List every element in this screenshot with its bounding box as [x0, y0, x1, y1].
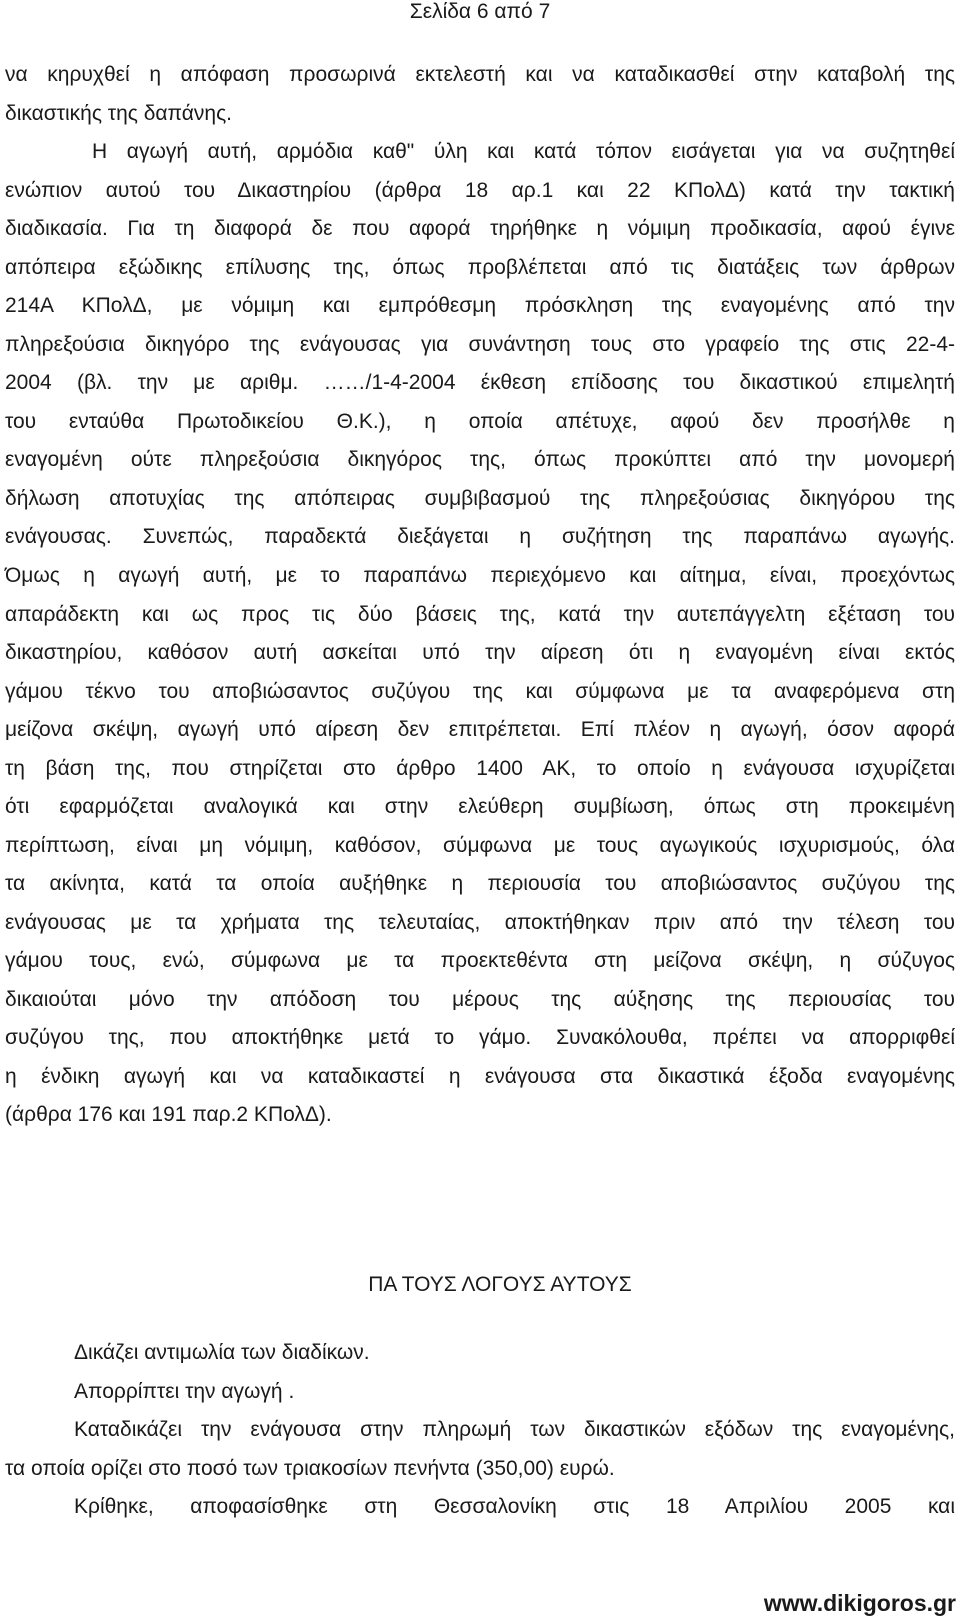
body-line: γάμου τέκνο του αποβιώσαντος συζύγου της και σύμφωνα με τα αναφερόμενα στη [5, 680, 955, 703]
body-line: τα ακίνητα, κατά τα οποία αυξήθηκε η περιουσία του αποβιώσαντος συζύγου της [5, 872, 955, 895]
body-line: συζύγου της, που αποκτήθηκε μετά το γάμο. Συνακόλουθα, πρέπει να απορριφθεί [5, 1026, 955, 1049]
body-line: δικαιούται μόνο την απόδοση του μέρους της αύξησης της περιουσίας του [5, 988, 955, 1011]
ruling-line: Κρίθηκε, αποφασίσθηκε στη Θεσσαλονίκη στις 18 Απριλίου 2005 και [74, 1495, 955, 1518]
body-line: δικαστικής της δαπάνης. [5, 102, 233, 125]
body-line: απαράδεκτη και ως προς τις δύο βάσεις της, κατά την αυτεπάγγελτη εξέταση του [5, 603, 955, 626]
body-line: Η αγωγή αυτή, αρμόδια καθ" ύλη και κατά τόπον εισάγεται για να συζητηθεί [92, 140, 955, 163]
body-line: διαδικασία. Για τη διαφορά δε που αφορά τηρήθηκε η νόμιμη προδικασία, αφού έγινε [5, 217, 955, 240]
body-line: τη βάση της, που στηρίζεται στο άρθρο 1400 ΑΚ, το οποίο η ενάγουσα ισχυρίζεται [5, 757, 955, 780]
ruling-line: Καταδικάζει την ενάγουσα στην πληρωμή των δικαστικών εξόδων της εναγομένης, [74, 1418, 955, 1441]
body-line: εναγομένη ούτε πληρεξούσια δικηγόρος της, όπως προκύπτει από την μονομερή [5, 448, 955, 471]
body-line: γάμου τους, ενώ, σύμφωνα με τα προεκτεθέντα στη μείζονα σκέψη, η σύζυγος [5, 949, 955, 972]
ruling-line: τα οποία ορίζει στο ποσό των τριακοσίων πενήντα (350,00) ευρώ. [5, 1457, 615, 1480]
site-url: www.dikigoros.gr [763, 1590, 956, 1616]
body-line: του ενταύθα Πρωτοδικείου Θ.Κ.), η οποία απέτυχε, αφού δεν προσήλθε η [5, 410, 955, 433]
ruling-heading: ΠΑ ΤΟΥΣ ΛΟΓΟΥΣ ΑΥΤΟΥΣ [368, 1273, 632, 1296]
page-number: Σελίδα 6 από 7 [409, 0, 551, 23]
ruling-line: Απορρίπτει την αγωγή . [74, 1380, 295, 1403]
body-line: μείζονα σκέψη, αγωγή υπό αίρεση δεν επιτρέπεται. Επί πλέον η αγωγή, όσον αφορά [5, 718, 955, 741]
body-line: ενάγουσας. Συνεπώς, παραδεκτά διεξάγεται η συζήτηση της παραπάνω αγωγής. [5, 525, 955, 548]
body-line: ενάγουσας με τα χρήματα της τελευταίας, αποκτήθηκαν πριν από την τέλεση του [5, 911, 955, 934]
body-line: να κηρυχθεί η απόφαση προσωρινά εκτελεστή και να καταδικασθεί στην καταβολή της [5, 63, 955, 86]
body-line: ενώπιον αυτού του Δικαστηρίου (άρθρα 18 αρ.1 και 22 ΚΠολΔ) κατά την τακτική [5, 179, 955, 202]
body-line: 214Α ΚΠολΔ, με νόμιμη και εμπρόθεσμη πρόσκληση της εναγομένης από την [5, 294, 955, 317]
body-line: περίπτωση, είναι μη νόμιμη, καθόσον, σύμφωνα με τους αγωγικούς ισχυρισμούς, όλα [5, 834, 955, 857]
body-line: Όμως η αγωγή αυτή, με το παραπάνω περιεχόμενο και αίτημα, είναι, προεχόντως [5, 564, 955, 587]
body-line: (άρθρα 176 και 191 παρ.2 ΚΠολΔ). [5, 1103, 332, 1126]
body-line: ότι εφαρμόζεται αναλογικά και στην ελεύθερη συμβίωση, όπως στη προκειμένη [5, 795, 955, 818]
body-line: απόπειρα εξώδικης επίλυσης της, όπως προβλέπεται από τις διατάξεις των άρθρων [5, 256, 955, 279]
body-line: η ένδικη αγωγή και να καταδικαστεί η ενάγουσα στα δικαστικά έξοδα εναγομένης [5, 1065, 955, 1088]
body-line: πληρεξούσια δικηγόρο της ενάγουσας για συνάντηση τους στο γραφείο της στις 22-4- [5, 333, 955, 356]
body-line: δήλωση αποτυχίας της απόπειρας συμβιβασμού της πληρεξούσιας δικηγόρου της [5, 487, 955, 510]
body-line: 2004 (βλ. την με αριθμ. ……/1-4-2004 έκθεση επίδοσης του δικαστικού επιμελητή [5, 371, 955, 394]
body-line: δικαστηρίου, καθόσον αυτή ασκείται υπό την αίρεση ότι η εναγομένη είναι εκτός [5, 641, 955, 664]
ruling-line: Δικάζει αντιμωλία των διαδίκων. [74, 1341, 370, 1364]
